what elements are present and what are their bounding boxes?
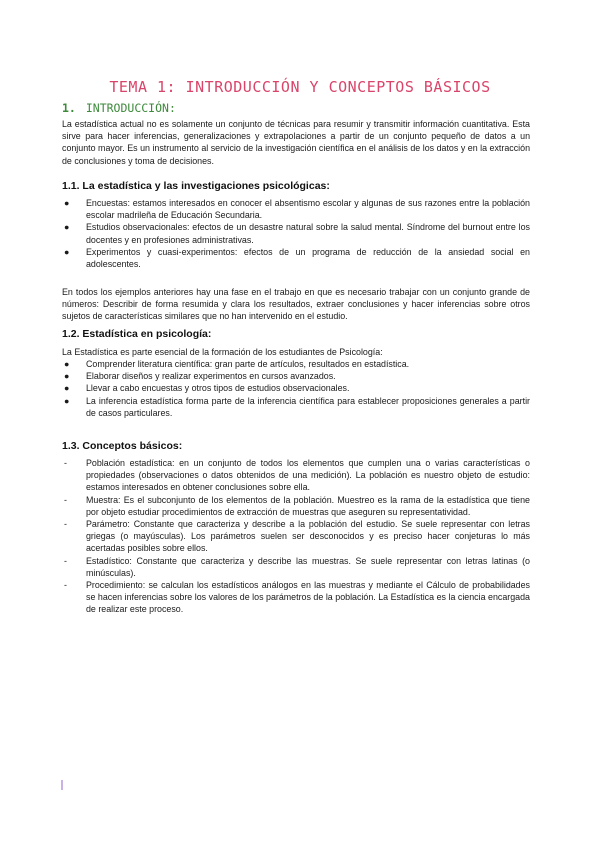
list-item: ● Comprender literatura científica: gran parte de artículos, resultados en estadística. [64, 359, 410, 369]
dash-marker: - [64, 494, 67, 505]
bullet-icon: ● [64, 222, 70, 233]
dash-marker: - [64, 519, 67, 530]
section-1-number: 1. [62, 101, 76, 115]
section-1-3-heading: 1.3. Conceptos básicos: [62, 440, 183, 452]
section-1-heading [62, 101, 176, 115]
dash-marker: - [64, 458, 67, 468]
section-1-2-bullet-list [62, 358, 530, 419]
section-1-3-dash-list [62, 457, 530, 616]
list-item: - Población estadística: en un conjunto de todos los elementos que cumplen una o varias características o propiedades (observaciones o datos obtenidos de una medición). La población es nuestro objeto de estudio: estamos interesados en obtener conclusiones sobre ella. [64, 458, 530, 493]
list-item: - Muestra: Es el subconjunto de los elementos de la población. Muestreo es la rama de la estadística que tiene por objeto estudiar procedimientos de extracción de muestras que aseguren su representatividad. [64, 494, 530, 517]
bullet-icon: ● [64, 246, 70, 257]
list-item: ● Llevar a cabo encuestas y otros tipos de estudios observacionales. [64, 383, 350, 394]
bullet-icon: ● [64, 395, 70, 406]
section-1-1-paragraph: En todos los ejemplos anteriores hay una fase en el trabajo en que es necesario trabajar con un conjunto grande de números: Describir de forma resumida y clara los resultados, extraer conclusiones y hacer inferencias sobre otros sujetos de características similares que no han intervenido en el estudio. [62, 287, 530, 322]
bullet-icon: ● [64, 198, 70, 208]
list-item: ● Elaborar diseños y realizar experimentos en cursos avanzados. [64, 371, 336, 382]
dash-marker: - [64, 580, 67, 591]
bullet-icon: ● [64, 359, 70, 369]
document-title: TEMA 1: INTRODUCCIÓN Y CONCEPTOS BÁSICOS [109, 78, 491, 96]
bullet-icon: ● [64, 371, 70, 382]
section-1-title: INTRODUCCIÓN: [85, 101, 176, 115]
section-1-2-intro: La Estadística es parte esencial de la formación de los estudiantes de Psicología: [62, 347, 383, 357]
page-marker [61, 780, 63, 790]
section-1-1-heading: 1.1. La estadística y las investigaciones psicológicas: [62, 180, 330, 192]
section-1-2-heading: 1.2. Estadística en psicología: [62, 328, 212, 340]
list-item: - Procedimiento: se calculan los estadísticos análogos en las muestras y mediante el Cálculo de probabilidades se hacen inferencias sobre los valores de los parámetros de la población. La Estadística es la ciencia encargada de realizar este proceso. [64, 580, 530, 615]
bullet-icon: ● [64, 383, 70, 394]
section-1-1-bullet-list [62, 197, 530, 270]
list-item: ● Estudios observacionales: efectos de un desastre natural sobre la salud mental. Síndrome del burnout entre los docentes y en profesiones administrativas. [64, 222, 530, 245]
list-item: - Estadístico: Constante que caracteriza y describe las muestras. Se suele representar con letras latinas (o minúsculas). [64, 555, 530, 578]
dash-marker: - [64, 555, 67, 566]
list-item: ● La inferencia estadística forma parte de la inferencia científica para establecer proposiciones generales a partir de casos particulares. [64, 395, 530, 418]
list-item: ● Encuestas: estamos interesados en conocer el absentismo escolar y algunas de sus razones entre la población escolar madrileña de Educación Secundaria. [64, 198, 530, 221]
list-item: ● Experimentos y cuasi-experimentos: efectos de un programa de reducción de la ansiedad social en adolescentes. [64, 246, 530, 270]
section-1-paragraph: La estadística actual no es solamente un conjunto de técnicas para resumir y transmitir información cuantitativa. Esta sirve para hacer inferencias, generalizaciones y extrapolaciones a partir de un conjunto pequeño de datos a un conjunto mayor. Es un instrumento al servicio de la investigación científica en el análisis de los datos y en la extracción de conclusiones y toma de decisiones. [62, 119, 530, 166]
list-item: - Parámetro: Constante que caracteriza y describe a la población del estudio. Se suele representar con letras griegas (o mayúsculas). Los parámetros suelen ser desconocidos y es preciso hacer conjeturas lo más acertadas posibles sobre ellos. [64, 519, 530, 554]
